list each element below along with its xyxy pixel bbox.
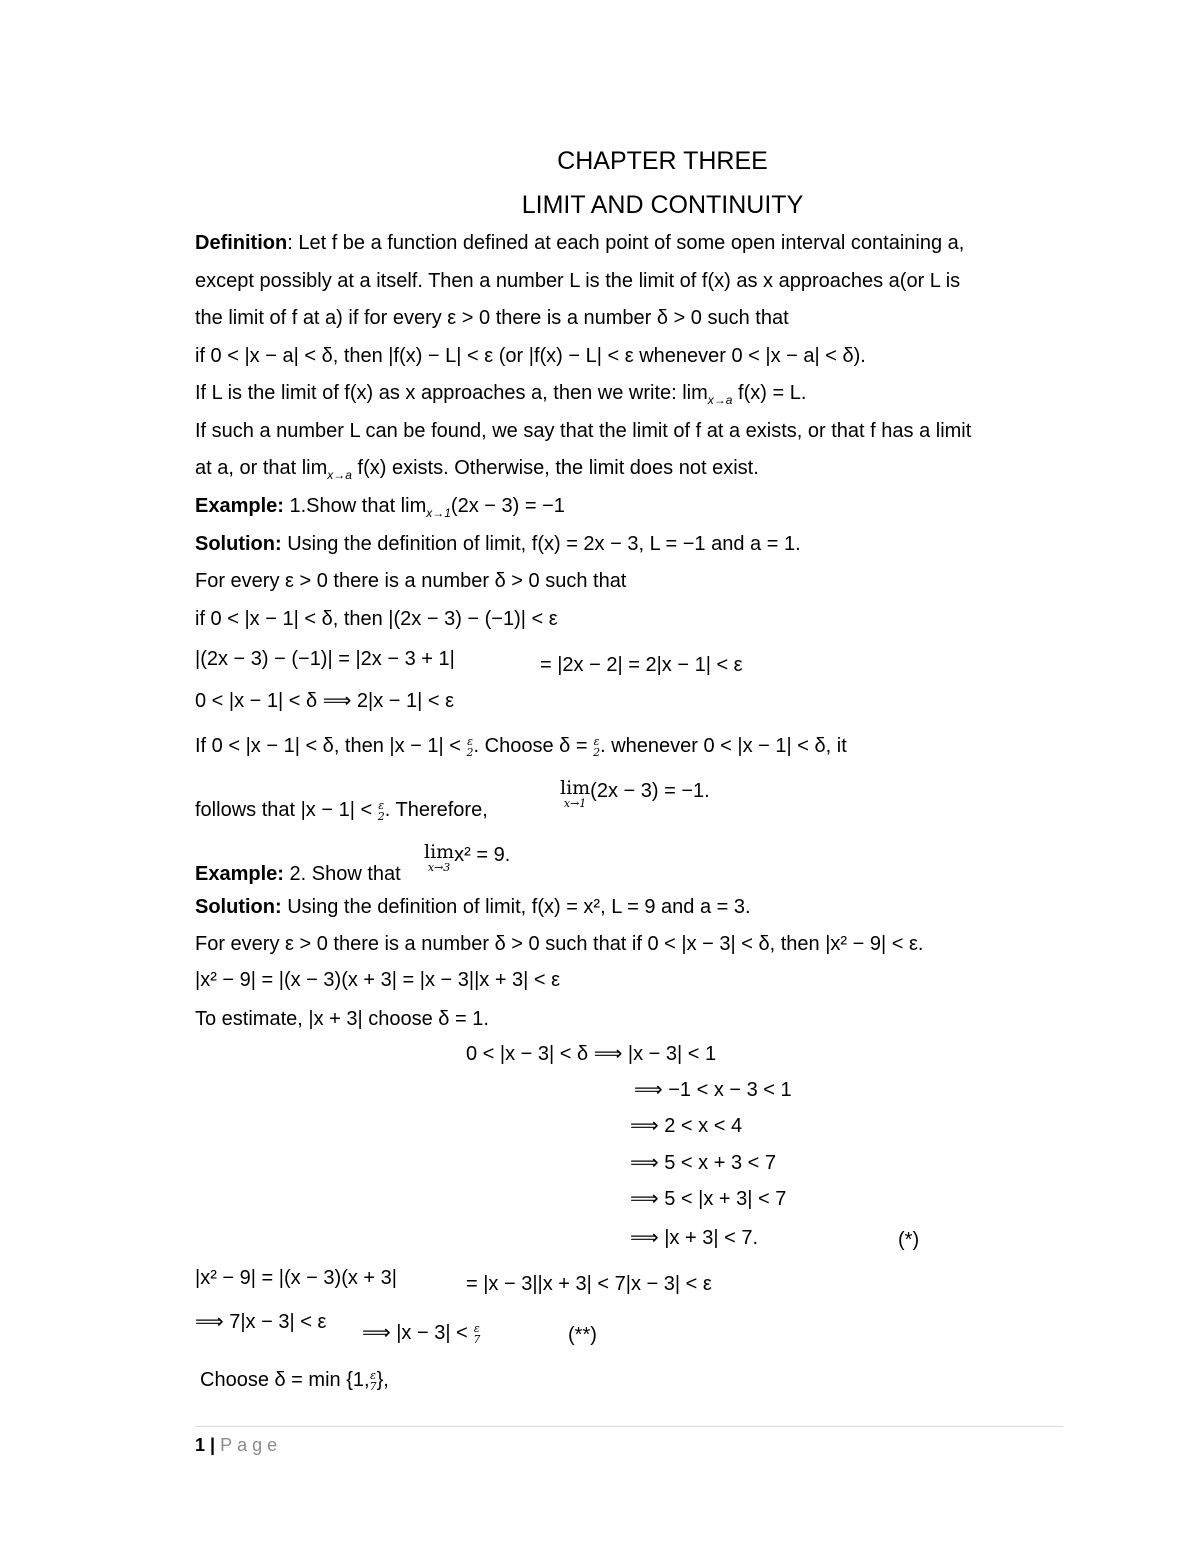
page-footer [195, 1432, 282, 1458]
example-2-line: ⟹ |x − 3| < ε 7 [362, 1321, 481, 1346]
example-1-choose-line: If 0 < |x − 1| < δ, then |x − 1| < ε 2 . Choose δ = ε 2 . whenever 0 < |x − 1| < δ, it [195, 734, 847, 759]
definition-line-3: the limit of f at a) if for every ε > 0 there is a number δ > 0 such that [195, 307, 789, 329]
example-1-follows-line: follows that |x − 1| < ε 2 . Therefore, [195, 798, 488, 823]
footer-separator: | [210, 1435, 216, 1455]
fraction-eps-over-2: ε 2 [377, 798, 385, 823]
example-2-solution: Solution: Using the definition of limit, f(x) = x², L = 9 and a = 3. [195, 896, 751, 918]
equation-tag-star: (*) [898, 1229, 920, 1251]
example-1-solution: Solution: Using the definition of limit, f(x) = 2x − 3, L = −1 and a = 1. [195, 533, 801, 555]
equation-tag-double-star: (**) [568, 1324, 597, 1346]
definition-line-7: at a, or that $\lim_{x\to a} f(x)$ exists. Otherwise, the limit does not exist. [195, 457, 759, 482]
fraction-eps-over-2: ε 2 [593, 734, 601, 759]
footer-divider [195, 1426, 1063, 1427]
example-1-limit-result: lim x→1 (2x − 3) = −1. [560, 777, 710, 810]
fraction-eps-over-2: ε 2 [466, 734, 474, 759]
example-2-line: |x² − 9| = |(x − 3)(x + 3| = |x − 3||x + 3| < ε [195, 969, 561, 991]
example-2-line: |x² − 9| = |(x − 3)(x + 3| [195, 1267, 397, 1289]
estimate-step: 0 < |x − 3| < δ ⟹ |x − 3| < 1 [466, 1043, 717, 1065]
estimate-step: ⟹ |x + 3| < 7. [630, 1227, 759, 1249]
example-1-line: = |2x − 2| = 2|x − 1| < ε [540, 654, 743, 676]
definition-line-5: If L is the limit of f(x) as x approaches a, then we write: $\lim_{x\to a} f(x) = L$. [195, 382, 807, 407]
example-1-line: |(2x − 3) − (−1)| = |2x − 3 + 1| [195, 648, 455, 670]
definition-line-6: If such a number L can be found, we say that the limit of f at a exists, or that f has a limit [195, 420, 972, 442]
estimate-step: ⟹ 2 < x < 4 [630, 1115, 743, 1137]
example-2-line: To estimate, |x + 3| choose δ = 1. [195, 1008, 489, 1030]
footer-page-label: Page [220, 1435, 283, 1455]
definition-line-2: except possibly at a itself. Then a number L is the limit of f(x) as x approaches a(or L is [195, 270, 961, 292]
fraction-eps-over-7: ε 7 [473, 1321, 481, 1346]
example-2-line: ⟹ 7|x − 3| < ε [195, 1311, 327, 1333]
example-2-prompt: Example: 2. Show that [195, 863, 401, 885]
definition-line-4: if 0 < |x − a| < δ, then |f(x) − L| < ε (or |f(x) − L| < ε whenever 0 < |x − a| < δ). [195, 345, 866, 367]
estimate-step: ⟹ −1 < x − 3 < 1 [634, 1079, 792, 1101]
example-1-line: For every ε > 0 there is a number δ > 0 such that [195, 570, 627, 592]
chapter-heading: CHAPTER THREE [557, 147, 768, 175]
page-title: LIMIT AND CONTINUITY [521, 191, 804, 219]
example-2-line: For every ε > 0 there is a number δ > 0 such that if 0 < |x − 3| < δ, then |x² − 9| < ε. [195, 933, 924, 955]
example-1-line: if 0 < |x − 1| < δ, then |(2x − 3) − (−1)| < ε [195, 608, 558, 630]
fraction-eps-over-7: ε 7 [369, 1368, 377, 1393]
definition-line-1: Definition: Let f be a function defined at each point of some open interval containing a, [195, 232, 965, 254]
example-1-line: 0 < |x − 1| < δ ⟹ 2|x − 1| < ε [195, 690, 455, 712]
example-2-line: = |x − 3||x + 3| < 7|x − 3| < ε [466, 1273, 712, 1295]
choose-delta-line: Choose δ = min {1, ε 7 }, [200, 1368, 389, 1393]
estimate-step: ⟹ 5 < x + 3 < 7 [630, 1152, 776, 1174]
example-1-prompt: Example: 1.Show that $\lim_{x\to 1}(2x - 3) = -1$ [195, 495, 565, 520]
page-number: 1 [195, 1435, 206, 1455]
example-2-limit: lim x→3 x² = 9. [424, 841, 511, 874]
estimate-step: ⟹ 5 < |x + 3| < 7 [630, 1188, 787, 1210]
